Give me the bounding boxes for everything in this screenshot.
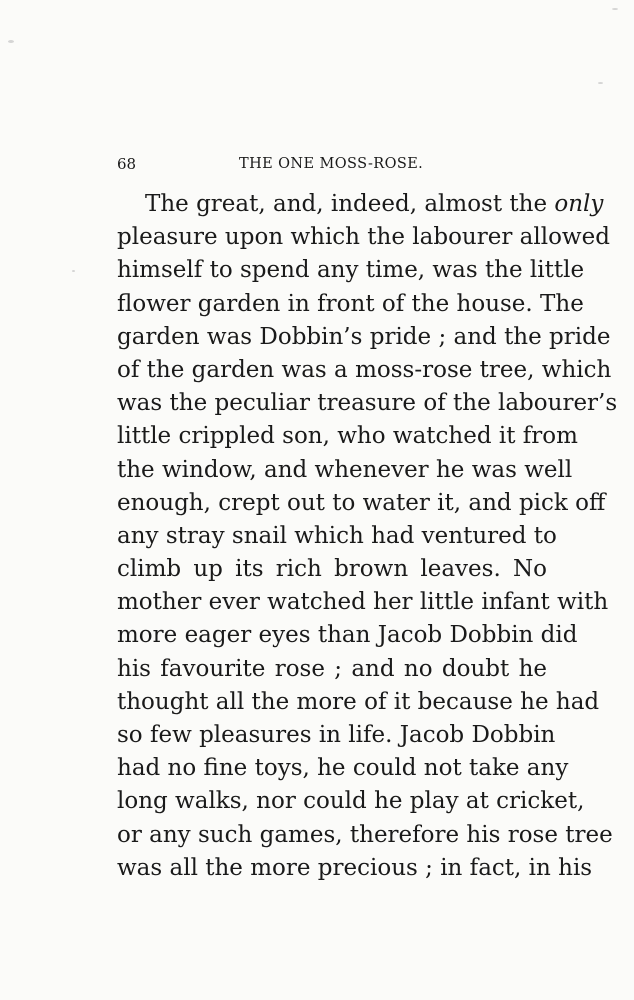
text-line bbox=[117, 719, 556, 752]
text-line bbox=[117, 520, 557, 553]
text-line bbox=[117, 686, 600, 719]
line-text: was all the more precious ; in fact, in his bbox=[117, 854, 593, 881]
text-line bbox=[117, 653, 547, 686]
line-text: flower garden in front of the house. The bbox=[117, 290, 584, 317]
text-line bbox=[117, 785, 585, 818]
text-line bbox=[117, 321, 611, 354]
print-speck bbox=[8, 40, 14, 43]
line-text: his favourite rose ; and no doubt he bbox=[117, 655, 547, 682]
text-line bbox=[117, 454, 573, 487]
line-text: pleasure upon which the labourer allowed bbox=[117, 224, 610, 251]
text-line bbox=[117, 420, 578, 453]
text-line bbox=[117, 288, 584, 321]
print-speck bbox=[72, 270, 75, 272]
line-text: mother ever watched her little infant with bbox=[117, 589, 609, 616]
line-text: long walks, nor could he play at cricket, bbox=[117, 788, 585, 815]
line-text: little crippled son, who watched it from bbox=[117, 423, 578, 450]
text-line bbox=[117, 387, 618, 420]
print-speck bbox=[598, 82, 603, 84]
line-text: of the garden was a moss-rose tree, which bbox=[117, 356, 612, 383]
text-line bbox=[117, 553, 547, 586]
line-text: had no fine toys, he could not take any bbox=[117, 755, 569, 782]
text-line bbox=[117, 619, 578, 652]
line-text: so few pleasures in life. Jacob Dobbin bbox=[117, 722, 556, 748]
emphasis-text: only bbox=[554, 191, 604, 217]
line-text: any stray snail which had ventured to bbox=[117, 522, 557, 549]
text-line bbox=[117, 487, 606, 520]
line-text: thought all the more of it because he had bbox=[117, 688, 600, 715]
line-text: the window, and whenever he was well bbox=[117, 456, 573, 483]
text-line bbox=[117, 221, 610, 254]
text-line bbox=[117, 586, 609, 619]
page-number: 68 bbox=[117, 155, 137, 173]
line-text: The great, and, indeed, almost the bbox=[145, 191, 555, 217]
line-text: more eager eyes than Jacob Dobbin did bbox=[117, 622, 578, 649]
running-title: THE ONE MOSS-ROSE. bbox=[239, 156, 424, 172]
line-text: climb up its rich brown leaves. No bbox=[117, 556, 547, 583]
text-line bbox=[117, 819, 613, 852]
text-line bbox=[117, 254, 585, 287]
line-text: was the peculiar treasure of the labourer’s bbox=[117, 390, 618, 417]
line-text: himself to spend any time, was the little bbox=[117, 257, 585, 284]
body-paragraph bbox=[117, 188, 618, 885]
line-text: or any such games, therefore his rose tree bbox=[117, 821, 613, 848]
running-header bbox=[117, 153, 547, 175]
line-text: garden was Dobbin’s pride ; and the pride bbox=[117, 323, 611, 350]
line-text: enough, crept out to water it, and pick off bbox=[117, 489, 606, 516]
print-speck bbox=[612, 8, 618, 10]
text-line bbox=[117, 188, 604, 221]
text-line bbox=[117, 752, 569, 785]
text-line bbox=[117, 354, 612, 387]
text-line bbox=[117, 852, 593, 885]
